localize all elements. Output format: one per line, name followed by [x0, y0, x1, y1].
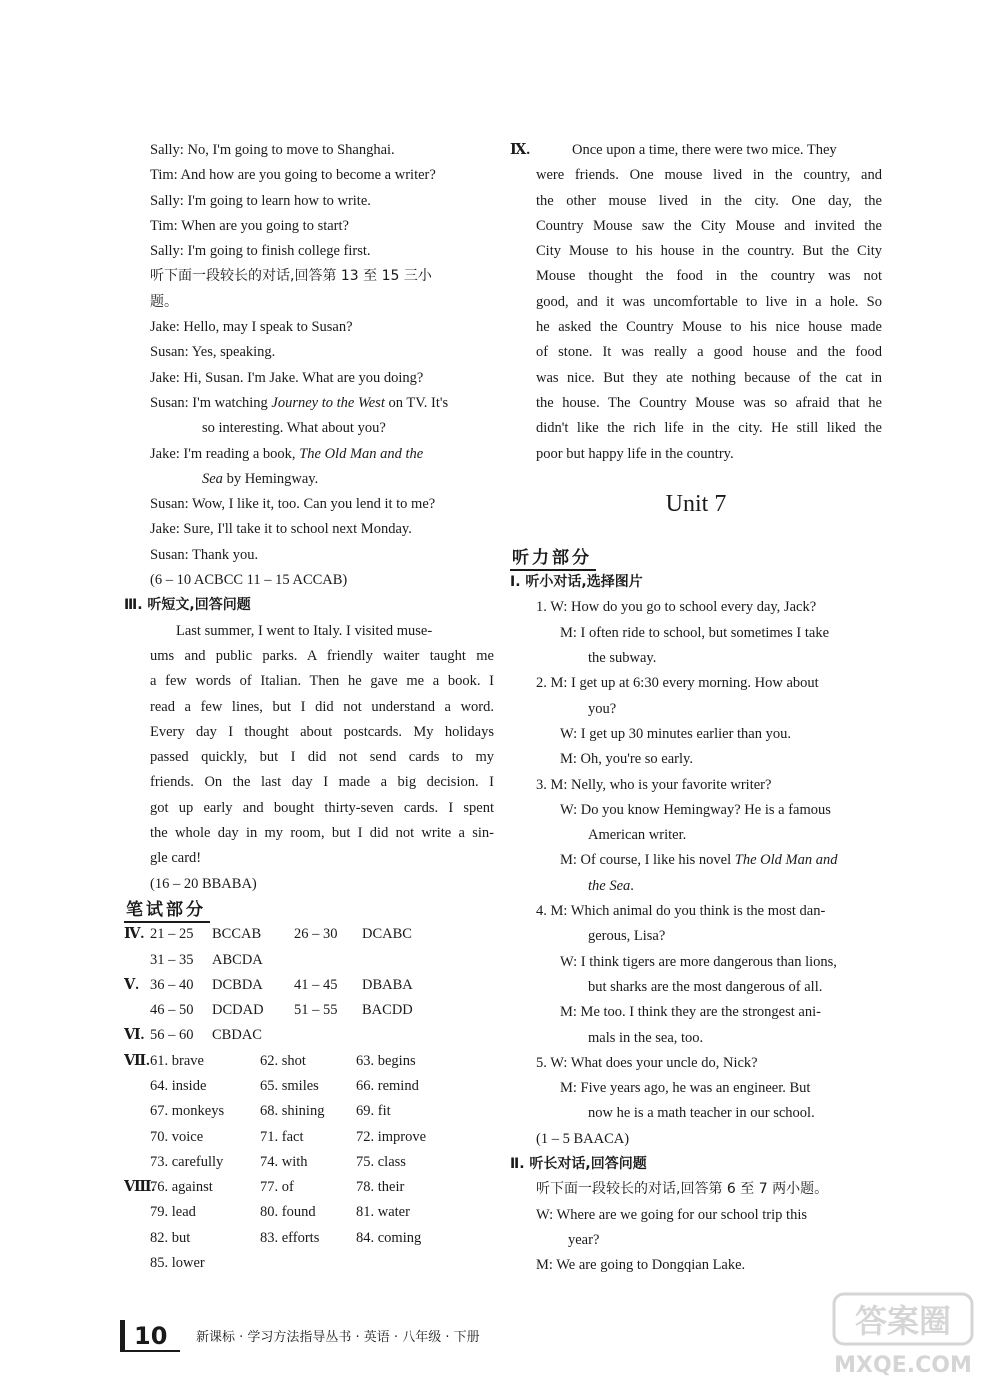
page-number-bar — [120, 1320, 125, 1350]
dialog-line: M: Me too. I think they are the strongest ani- — [560, 1004, 821, 1021]
dialog-line: Tim: And how are you going to become a writer? — [150, 167, 436, 184]
left-column — [124, 138, 494, 1276]
passage-line: were friends. One mouse lived in the country, and — [536, 167, 882, 184]
svg-text:答案圈: 答案圈 — [854, 1302, 952, 1340]
passage-line: didn't like the rich life in the city. He still liked the — [536, 420, 882, 437]
dialog-line: Sally: I'm going to finish college first. — [150, 243, 371, 260]
dialog-line: the Sea. — [588, 877, 634, 894]
dialog-line: Sally: No, I'm going to move to Shanghai. — [150, 142, 395, 158]
page-number: 10 — [134, 1322, 168, 1350]
passage-line: of stone. It was really a good house and the food — [536, 344, 882, 361]
dialog-line: Susan: Yes, speaking. — [150, 344, 276, 361]
answer-row: 73. carefully 74. with 75. class — [150, 1153, 406, 1170]
dialog-line: W: Do you know Hemingway? He is a famous — [560, 801, 831, 818]
section-title: Ⅰ. 听小对话,选择图片 — [510, 574, 643, 591]
dialog-line: M: Of course, I like his novel The Old Man and — [560, 852, 838, 869]
dialog-line: Jake: I'm reading a book, The Old Man and the — [150, 445, 424, 462]
section-title: Ⅲ. 听短文,回答问题 — [124, 597, 251, 614]
passage-line: Every day I thought about postcards. My holidays — [150, 723, 494, 740]
passage-line: City Mouse to his house in the country. But the City — [536, 243, 882, 260]
answer-row: 82. but 83. efforts 84. coming — [150, 1229, 422, 1246]
written-section-heading: 笔试部分 — [124, 899, 210, 923]
passage-line: Country Mouse saw the City Mouse and invited the — [536, 217, 882, 234]
dialog-line: the subway. — [588, 650, 657, 667]
passage-line: Ⅸ. Once upon a time, there were two mice. They — [510, 142, 837, 158]
dialog-line: year? — [568, 1231, 600, 1248]
answer-row: 67. monkeys 68. shining 69. fit — [150, 1103, 391, 1120]
dialog-line: but sharks are the most dangerous of all. — [588, 978, 823, 995]
dialog-line: 5. W: What does your uncle do, Nick? — [536, 1054, 758, 1071]
passage-line: the house. The Country Mouse was so afraid that he — [536, 394, 882, 411]
dialog-line: M: I often ride to school, but sometimes I take — [560, 624, 830, 641]
dialog-line: Sea by Hemingway. — [202, 470, 319, 487]
instruction-text: 题。 — [150, 293, 178, 310]
passage-line: was nice. But they ate nothing because of the cat in — [536, 369, 882, 386]
instruction-text: 听下面一段较长的对话,回答第 6 至 7 两小题。 — [536, 1181, 829, 1198]
answer-row: Ⅵ. 56 – 60 CBDAC — [124, 1027, 262, 1044]
dialog-line: 4. M: Which animal do you think is the most dan- — [536, 903, 826, 920]
answer-row: 79. lead 80. found 81. water — [150, 1204, 410, 1221]
dialog-line: mals in the sea, too. — [588, 1029, 704, 1046]
dialog-line: Sally: I'm going to learn how to write. — [150, 192, 371, 209]
passage-line: the whole day in my room, but I did not write a sin- — [150, 825, 494, 842]
answer-row: 70. voice 71. fact 72. improve — [150, 1128, 427, 1145]
dialog-line: M: Five years ago, he was an engineer. But — [560, 1080, 811, 1097]
watermark-logo — [828, 1290, 978, 1380]
passage-line: got up early and bought thirty-seven cards. I spent — [150, 799, 494, 816]
passage-line: good, and it was uncomfortable to live in a hole. So — [536, 293, 882, 310]
dialog-line: M: Oh, you're so early. — [560, 751, 693, 768]
answer-row: Ⅴ. 36 – 40 DCBDA 41 – 45 DBABA — [124, 976, 413, 993]
dialog-line: Tim: When are you going to start? — [150, 217, 349, 234]
section-title: Ⅱ. 听长对话,回答问题 — [510, 1155, 647, 1172]
listening-section-heading: 听力部分 — [510, 547, 596, 571]
dialog-line: W: I think tigers are more dangerous than lions, — [560, 953, 837, 970]
dialog-line: American writer. — [588, 827, 687, 844]
answer-row: 31 – 35 ABCDA — [150, 951, 263, 968]
dialog-line: M: We are going to Dongqian Lake. — [536, 1257, 746, 1274]
passage-line: read a few lines, but I did not understand a word. — [150, 698, 494, 715]
dialog-line: Jake: Hello, may I speak to Susan? — [150, 319, 353, 336]
passage-line: he asked the Country Mouse to his nice house made — [536, 319, 882, 336]
answer-row: Ⅷ. 76. against 77. of 78. their — [124, 1179, 405, 1196]
dialog-line: Jake: Hi, Susan. I'm Jake. What are you doing? — [150, 369, 424, 386]
answer-row: Ⅶ. 61. brave 62. shot 63. begins — [124, 1052, 416, 1069]
dialog-line: gerous, Lisa? — [588, 928, 666, 945]
svg-text:MXQE.COM: MXQE.COM — [834, 1353, 972, 1378]
page-footer — [120, 1320, 520, 1350]
passage-line: gle card! — [150, 850, 202, 867]
dialog-line: W: I get up 30 minutes earlier than you. — [560, 725, 791, 742]
dialog-line: 2. M: I get up at 6:30 every morning. How about — [536, 675, 819, 692]
passage-line: Last summer, I went to Italy. I visited muse- — [176, 622, 433, 639]
dialog-line: W: Where are we going for our school trip this — [536, 1206, 807, 1223]
dialog-line: so interesting. What about you? — [202, 420, 386, 437]
passage-line: Mouse thought the food in the country was not — [536, 268, 882, 285]
answer-key: (1 – 5 BAACA) — [536, 1130, 630, 1147]
dialog-line: Susan: Thank you. — [150, 546, 259, 563]
dialog-line: now he is a math teacher in our school. — [588, 1105, 815, 1122]
passage-line: a few words of Italian. Then he gave me a book. I — [150, 673, 494, 690]
right-column — [510, 138, 882, 1278]
answer-row: Ⅳ. 21 – 25 BCCAB 26 – 30 DCABC — [124, 926, 412, 943]
passage-line: the other mouse lived in the city. One day, the — [536, 192, 882, 209]
dialog-line: Susan: I'm watching Journey to the West on TV. It's — [150, 394, 449, 411]
dialog-line: 3. M: Nelly, who is your favorite writer? — [536, 776, 772, 793]
dialog-line: Jake: Sure, I'll take it to school next Monday. — [150, 521, 412, 538]
unit-title: Unit 7 — [665, 490, 727, 517]
passage-line: ums and public parks. A friendly waiter taught me — [150, 647, 494, 664]
passage-line: friends. On the last day I made a big decision. I — [150, 774, 494, 791]
book-series-title: 新课标 · 学习方法指导丛书 · 英语 · 八年级 · 下册 — [196, 1330, 480, 1345]
answer-key: (6 – 10 ACBCC 11 – 15 ACCAB) — [150, 572, 348, 589]
instruction-text: 听下面一段较长的对话,回答第 13 至 15 三小 — [150, 268, 432, 285]
footer-rule — [120, 1350, 180, 1352]
passage-line: passed quickly, but I did not send cards to my — [150, 749, 494, 766]
answer-row: 46 – 50 DCDAD 51 – 55 BACDD — [150, 1002, 413, 1019]
answer-key: (16 – 20 BBABA) — [150, 875, 257, 892]
dialog-line: you? — [588, 700, 617, 717]
answer-row: 64. inside 65. smiles 66. remind — [150, 1077, 419, 1094]
dialog-line: 1. W: How do you go to school every day, Jack? — [536, 599, 817, 616]
answer-row: 85. lower — [150, 1255, 205, 1272]
dialog-line: Susan: Wow, I like it, too. Can you lend it to me? — [150, 496, 436, 513]
passage-line: poor but happy life in the country. — [536, 445, 734, 462]
